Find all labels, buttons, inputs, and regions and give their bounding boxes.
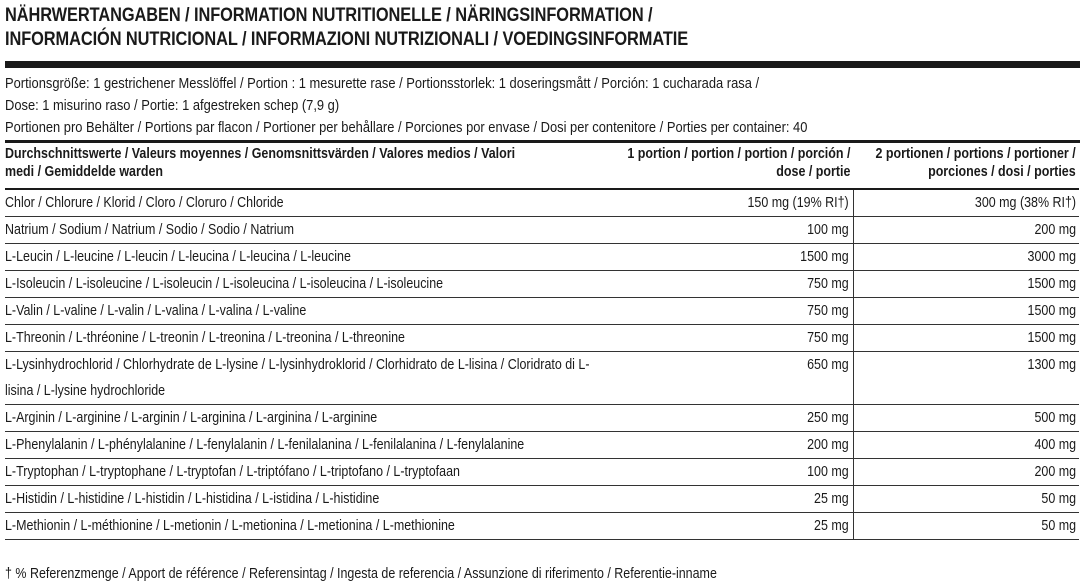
table-row bbox=[5, 513, 1079, 540]
nutrient-name-cell bbox=[5, 244, 616, 271]
value-one-portion-cell bbox=[616, 271, 853, 298]
value-two-portions: 200 mg bbox=[1034, 222, 1076, 238]
nutrient-name: L-Isoleucin / L-isoleucine / L-isoleucin / L-isoleucina / L-isoleucina / L-isoleucine bbox=[5, 276, 444, 292]
nutrient-name: Natrium / Sodium / Natrium / Sodio / Sodio / Natrium bbox=[5, 222, 295, 238]
value-one-portion: 150 mg (19% RI†) bbox=[747, 195, 849, 211]
table-row bbox=[5, 271, 1079, 298]
nutrient-name-cell bbox=[5, 271, 616, 298]
value-one-portion: 1500 mg bbox=[799, 249, 849, 265]
serving-line-3: Portionen pro Behälter / Portions par flacon / Portioner per behållare / Porciones por envase / Dosi per contenitore / Porties per container: 40 bbox=[5, 119, 808, 136]
nutrient-name-cell bbox=[5, 325, 616, 352]
value-two-portions-cell bbox=[853, 217, 1079, 244]
value-one-portion: 200 mg bbox=[806, 437, 849, 453]
nutrient-name: L-Histidin / L-histidine / L-histidin / L-histidina / L-istidina / L-histidine bbox=[5, 491, 380, 507]
value-two-portions-cell bbox=[853, 459, 1079, 486]
nutrient-name-cell bbox=[5, 486, 616, 513]
value-one-portion-cell bbox=[616, 486, 853, 513]
nutrient-name: L-Arginin / L-arginine / L-arginin / L-arginina / L-arginina / L-arginine bbox=[5, 410, 378, 426]
nutrient-name-cell bbox=[5, 459, 616, 486]
value-one-portion: 750 mg bbox=[806, 330, 849, 346]
table-row bbox=[5, 217, 1079, 244]
title-line-2: INFORMACIÓN NUTRICIONAL / INFORMAZIONI NUTRIZIONALI / VOEDINGSINFORMATIE bbox=[5, 28, 689, 50]
value-one-portion: 25 mg bbox=[813, 518, 849, 534]
value-two-portions-cell bbox=[853, 271, 1079, 298]
nutrient-name: L-Threonin / L-thréonine / L-treonin / L-treonina / L-treonina / L-threonine bbox=[5, 330, 405, 346]
nutrient-name-cell bbox=[5, 432, 616, 459]
nutrient-name-cell bbox=[5, 217, 616, 244]
nutrient-name: L-Lysinhydrochlorid / Chlorhydrate de L-lysine / L-lysinhydroklorid / Clorhidrato de L-lisina / Cloridrato di L-lisina / L-lysine hydrochloride bbox=[5, 357, 590, 399]
value-one-portion-cell bbox=[616, 352, 853, 405]
footnote-reference-intake: † % Referenzmenge / Apport de référence / Referensintag / Ingesta de referencia / Assunzione di riferimento / Referentie-inname bbox=[5, 566, 717, 582]
value-one-portion: 750 mg bbox=[806, 276, 849, 292]
value-one-portion-cell bbox=[616, 244, 853, 271]
nutrient-name-cell bbox=[5, 405, 616, 432]
serving-info bbox=[5, 73, 1071, 139]
table-row bbox=[5, 298, 1079, 325]
value-two-portions: 1500 mg bbox=[1027, 303, 1076, 319]
value-two-portions: 1500 mg bbox=[1027, 330, 1076, 346]
table-row bbox=[5, 405, 1079, 432]
nutrient-name: L-Valin / L-valine / L-valin / L-valina / L-valina / L-valine bbox=[5, 303, 307, 319]
value-one-portion-cell bbox=[616, 513, 853, 540]
value-one-portion: 25 mg bbox=[813, 491, 849, 507]
value-two-portions: 3000 mg bbox=[1027, 249, 1076, 265]
value-one-portion: 250 mg bbox=[806, 410, 849, 426]
serving-line-2: Dose: 1 misurino raso / Portie: 1 afgestreken schep (7,9 g) bbox=[5, 97, 340, 114]
value-one-portion: 750 mg bbox=[806, 303, 849, 319]
serving-line-1: Portionsgröße: 1 gestrichener Messlöffel / Portion : 1 mesurette rase / Portionsstorlek: 1 doseringsmått / Porción: 1 cucharada rasa / bbox=[5, 75, 760, 92]
header-two-portions-text: 2 portionen / portions / portioner / porciones / dosi / porties bbox=[875, 146, 1076, 180]
nutrient-name-cell bbox=[5, 513, 616, 540]
nutrient-name: L-Phenylalanin / L-phénylalanine / L-fenylalanin / L-fenilalanina / L-fenilalanina / L-fenylalanine bbox=[5, 437, 525, 453]
header-two-portions bbox=[853, 144, 1079, 189]
table-row bbox=[5, 189, 1079, 217]
value-two-portions-cell bbox=[853, 325, 1079, 352]
value-one-portion: 100 mg bbox=[806, 222, 849, 238]
value-two-portions-cell bbox=[853, 189, 1079, 217]
value-two-portions-cell bbox=[853, 513, 1079, 540]
value-two-portions: 50 mg bbox=[1041, 491, 1076, 507]
header-average-values-text: Durchschnittswerte / Valeurs moyennes / Genomsnittsvärden / Valores medios / Valori medi / Gemiddelde warden bbox=[5, 146, 516, 180]
nutrient-name: Chlor / Chlorure / Klorid / Cloro / Cloruro / Chloride bbox=[5, 195, 284, 211]
table-row bbox=[5, 325, 1079, 352]
value-two-portions: 400 mg bbox=[1034, 437, 1076, 453]
table-row bbox=[5, 244, 1079, 271]
value-two-portions-cell bbox=[853, 244, 1079, 271]
table-header-row bbox=[5, 144, 1079, 189]
page-title bbox=[5, 0, 1047, 51]
header-average-values bbox=[5, 144, 616, 189]
nutrient-name-cell bbox=[5, 352, 616, 405]
value-one-portion-cell bbox=[616, 217, 853, 244]
table-row bbox=[5, 459, 1079, 486]
nutrition-table bbox=[5, 144, 1079, 540]
nutrient-name: L-Methionin / L-méthionine / L-metionin / L-metionina / L-metionina / L-methionine bbox=[5, 518, 455, 534]
value-two-portions: 200 mg bbox=[1034, 464, 1076, 480]
value-one-portion: 100 mg bbox=[806, 464, 849, 480]
value-two-portions: 1500 mg bbox=[1027, 276, 1076, 292]
value-two-portions: 500 mg bbox=[1034, 410, 1076, 426]
nutrition-rows bbox=[5, 189, 1079, 540]
table-row bbox=[5, 352, 1079, 405]
serving-divider bbox=[5, 140, 1080, 143]
nutrient-name-cell bbox=[5, 189, 616, 217]
nutrient-name: L-Tryptophan / L-tryptophane / L-tryptofan / L-triptófano / L-triptofano / L-tryptofaan bbox=[5, 464, 460, 480]
header-one-portion-text: 1 portion / portion / portion / porción / dose / portie bbox=[626, 146, 850, 180]
value-one-portion-cell bbox=[616, 432, 853, 459]
value-two-portions: 300 mg (38% RI†) bbox=[974, 195, 1076, 211]
value-two-portions-cell bbox=[853, 432, 1079, 459]
value-one-portion-cell bbox=[616, 405, 853, 432]
value-one-portion-cell bbox=[616, 298, 853, 325]
value-two-portions: 1300 mg bbox=[1027, 357, 1076, 373]
title-line-1: NÄHRWERTANGABEN / INFORMATION NUTRITIONELLE / NÄRINGSINFORMATION / bbox=[5, 4, 653, 26]
value-one-portion-cell bbox=[616, 189, 853, 217]
nutrient-name: L-Leucin / L-leucine / L-leucin / L-leucina / L-leucina / L-leucine bbox=[5, 249, 351, 265]
value-two-portions-cell bbox=[853, 486, 1079, 513]
value-one-portion: 650 mg bbox=[806, 357, 849, 373]
value-two-portions-cell bbox=[853, 405, 1079, 432]
nutrient-name-cell bbox=[5, 298, 616, 325]
value-two-portions-cell bbox=[853, 352, 1079, 405]
header-one-portion bbox=[616, 144, 853, 189]
title-divider bbox=[5, 61, 1080, 68]
table-row bbox=[5, 486, 1079, 513]
table-row bbox=[5, 432, 1079, 459]
value-two-portions-cell bbox=[853, 298, 1079, 325]
value-one-portion-cell bbox=[616, 325, 853, 352]
value-one-portion-cell bbox=[616, 459, 853, 486]
value-two-portions: 50 mg bbox=[1041, 518, 1076, 534]
